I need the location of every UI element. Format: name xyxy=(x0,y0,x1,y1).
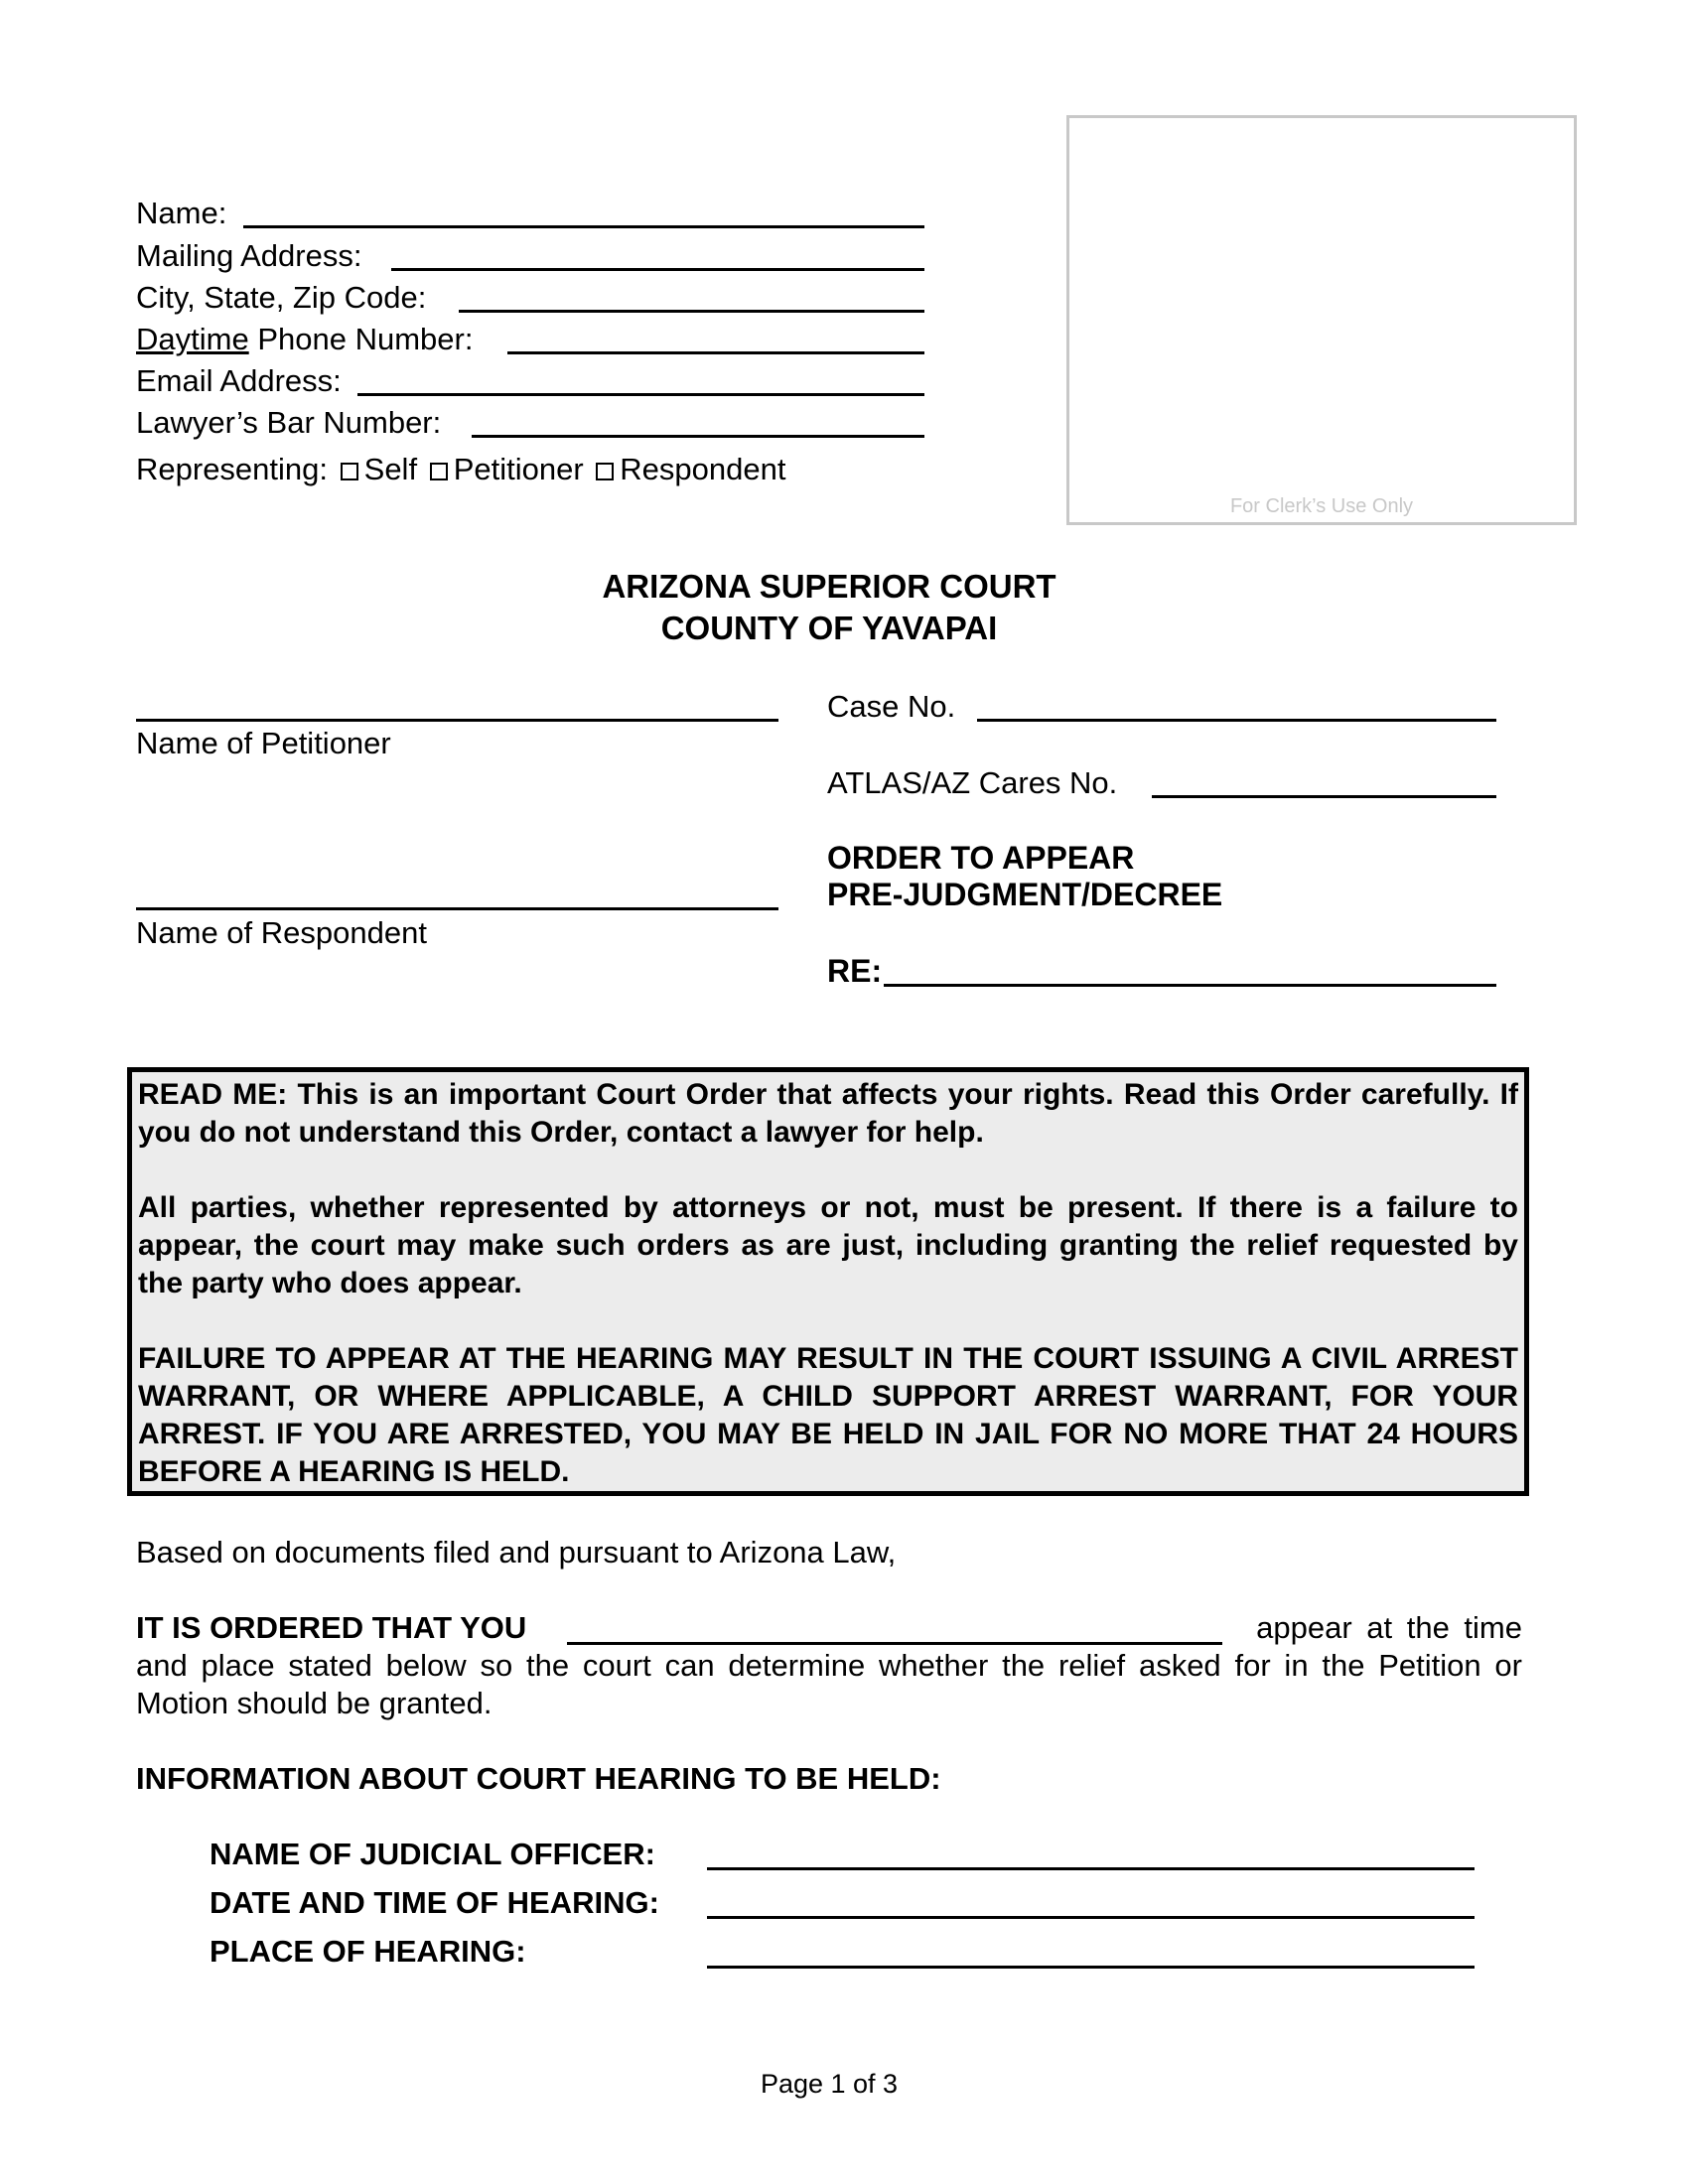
date-time-field[interactable] xyxy=(707,1916,1475,1919)
re-field[interactable] xyxy=(884,984,1496,987)
respondent-name-field[interactable] xyxy=(136,907,778,910)
judicial-officer-label: NAME OF JUDICIAL OFFICER: xyxy=(210,1837,655,1871)
petitioner-label: Name of Petitioner xyxy=(136,726,391,760)
court-county: COUNTY OF YAVAPAI xyxy=(660,610,998,646)
representing-row xyxy=(136,452,785,487)
mailing-address-label: Mailing Address: xyxy=(136,238,362,273)
atlas-no-label: ATLAS/AZ Cares No. xyxy=(827,765,1118,800)
phone-number-text: Phone Number: xyxy=(257,322,474,356)
based-on-text: Based on documents filed and pursuant to Arizona Law, xyxy=(136,1535,897,1570)
name-label: Name: xyxy=(136,196,227,230)
phone-label xyxy=(136,322,473,357)
date-time-label: DATE AND TIME OF HEARING: xyxy=(210,1885,659,1920)
name-field[interactable] xyxy=(243,225,924,228)
self-checkbox[interactable] xyxy=(341,463,358,480)
city-state-zip-field[interactable] xyxy=(459,310,924,313)
read-me-paragraph-1: READ ME: This is an important Court Order that affects your rights. Read this Order carefully. If you do not understand this Order, contact a lawyer for help. xyxy=(138,1078,1518,1149)
court-name: ARIZONA SUPERIOR COURT xyxy=(602,568,1056,605)
place-label: PLACE OF HEARING: xyxy=(210,1934,526,1969)
read-me-paragraph-3: FAILURE TO APPEAR AT THE HEARING MAY RESULT IN THE COURT ISSUING A CIVIL ARREST WARRANT, OR WHERE APPLICABLE, A CHILD SUPPORT ARREST WARRANT, FOR YOUR ARREST. IF YOU ARE ARRESTED, YOU MAY BE HELD IN JAIL FOR NO MORE THAT 24 HOURS BEFORE A HEARING IS HELD. xyxy=(138,1342,1518,1488)
representing-label: Representing: xyxy=(136,452,329,486)
respondent-checkbox[interactable] xyxy=(596,463,614,480)
petitioner-name-field[interactable] xyxy=(136,719,778,722)
read-me-paragraph-2: All parties, whether represented by attorneys or not, must be present. If there is a failure to appear, the court may make such orders as are just, including granting the relief requested by the party who does appear. xyxy=(138,1191,1518,1299)
respondent-option-label: Respondent xyxy=(620,452,786,486)
petitioner-option-label: Petitioner xyxy=(453,452,584,486)
phone-field[interactable] xyxy=(507,351,924,354)
respondent-label: Name of Respondent xyxy=(136,915,427,950)
petitioner-checkbox[interactable] xyxy=(430,463,448,480)
bar-number-label: Lawyer’s Bar Number: xyxy=(136,405,442,440)
order-title-line1: ORDER TO APPEAR xyxy=(827,840,1135,876)
email-field[interactable] xyxy=(357,393,924,396)
ordered-party-field[interactable] xyxy=(567,1642,1222,1645)
re-label: RE: xyxy=(827,953,883,989)
case-no-label: Case No. xyxy=(827,689,956,724)
clerk-use-box xyxy=(1066,115,1577,525)
mailing-address-field[interactable] xyxy=(391,268,924,271)
daytime-text: Daytime xyxy=(136,322,249,356)
atlas-no-field[interactable] xyxy=(1152,795,1496,798)
info-heading: INFORMATION ABOUT COURT HEARING TO BE HELD: xyxy=(136,1761,941,1796)
clerk-use-note: For Clerk’s Use Only xyxy=(1229,495,1414,517)
self-option-label: Self xyxy=(363,452,418,486)
ordered-rest: and place stated below so the court can determine whether the relief asked for in the Petition or Motion should be granted. xyxy=(136,1648,1522,1720)
email-label: Email Address: xyxy=(136,363,342,398)
judicial-officer-field[interactable] xyxy=(707,1867,1475,1870)
ordered-tail: appear at the time xyxy=(1256,1610,1522,1645)
city-state-zip-label: City, State, Zip Code: xyxy=(136,280,427,315)
place-field[interactable] xyxy=(707,1966,1475,1969)
ordered-lead: IT IS ORDERED THAT YOU xyxy=(136,1610,527,1645)
read-me-box xyxy=(127,1067,1529,1496)
page-number: Page 1 of 3 xyxy=(760,2069,899,2099)
order-title-line2: PRE-JUDGMENT/DECREE xyxy=(827,877,1223,912)
bar-number-field[interactable] xyxy=(472,435,924,438)
case-no-field[interactable] xyxy=(977,719,1496,722)
